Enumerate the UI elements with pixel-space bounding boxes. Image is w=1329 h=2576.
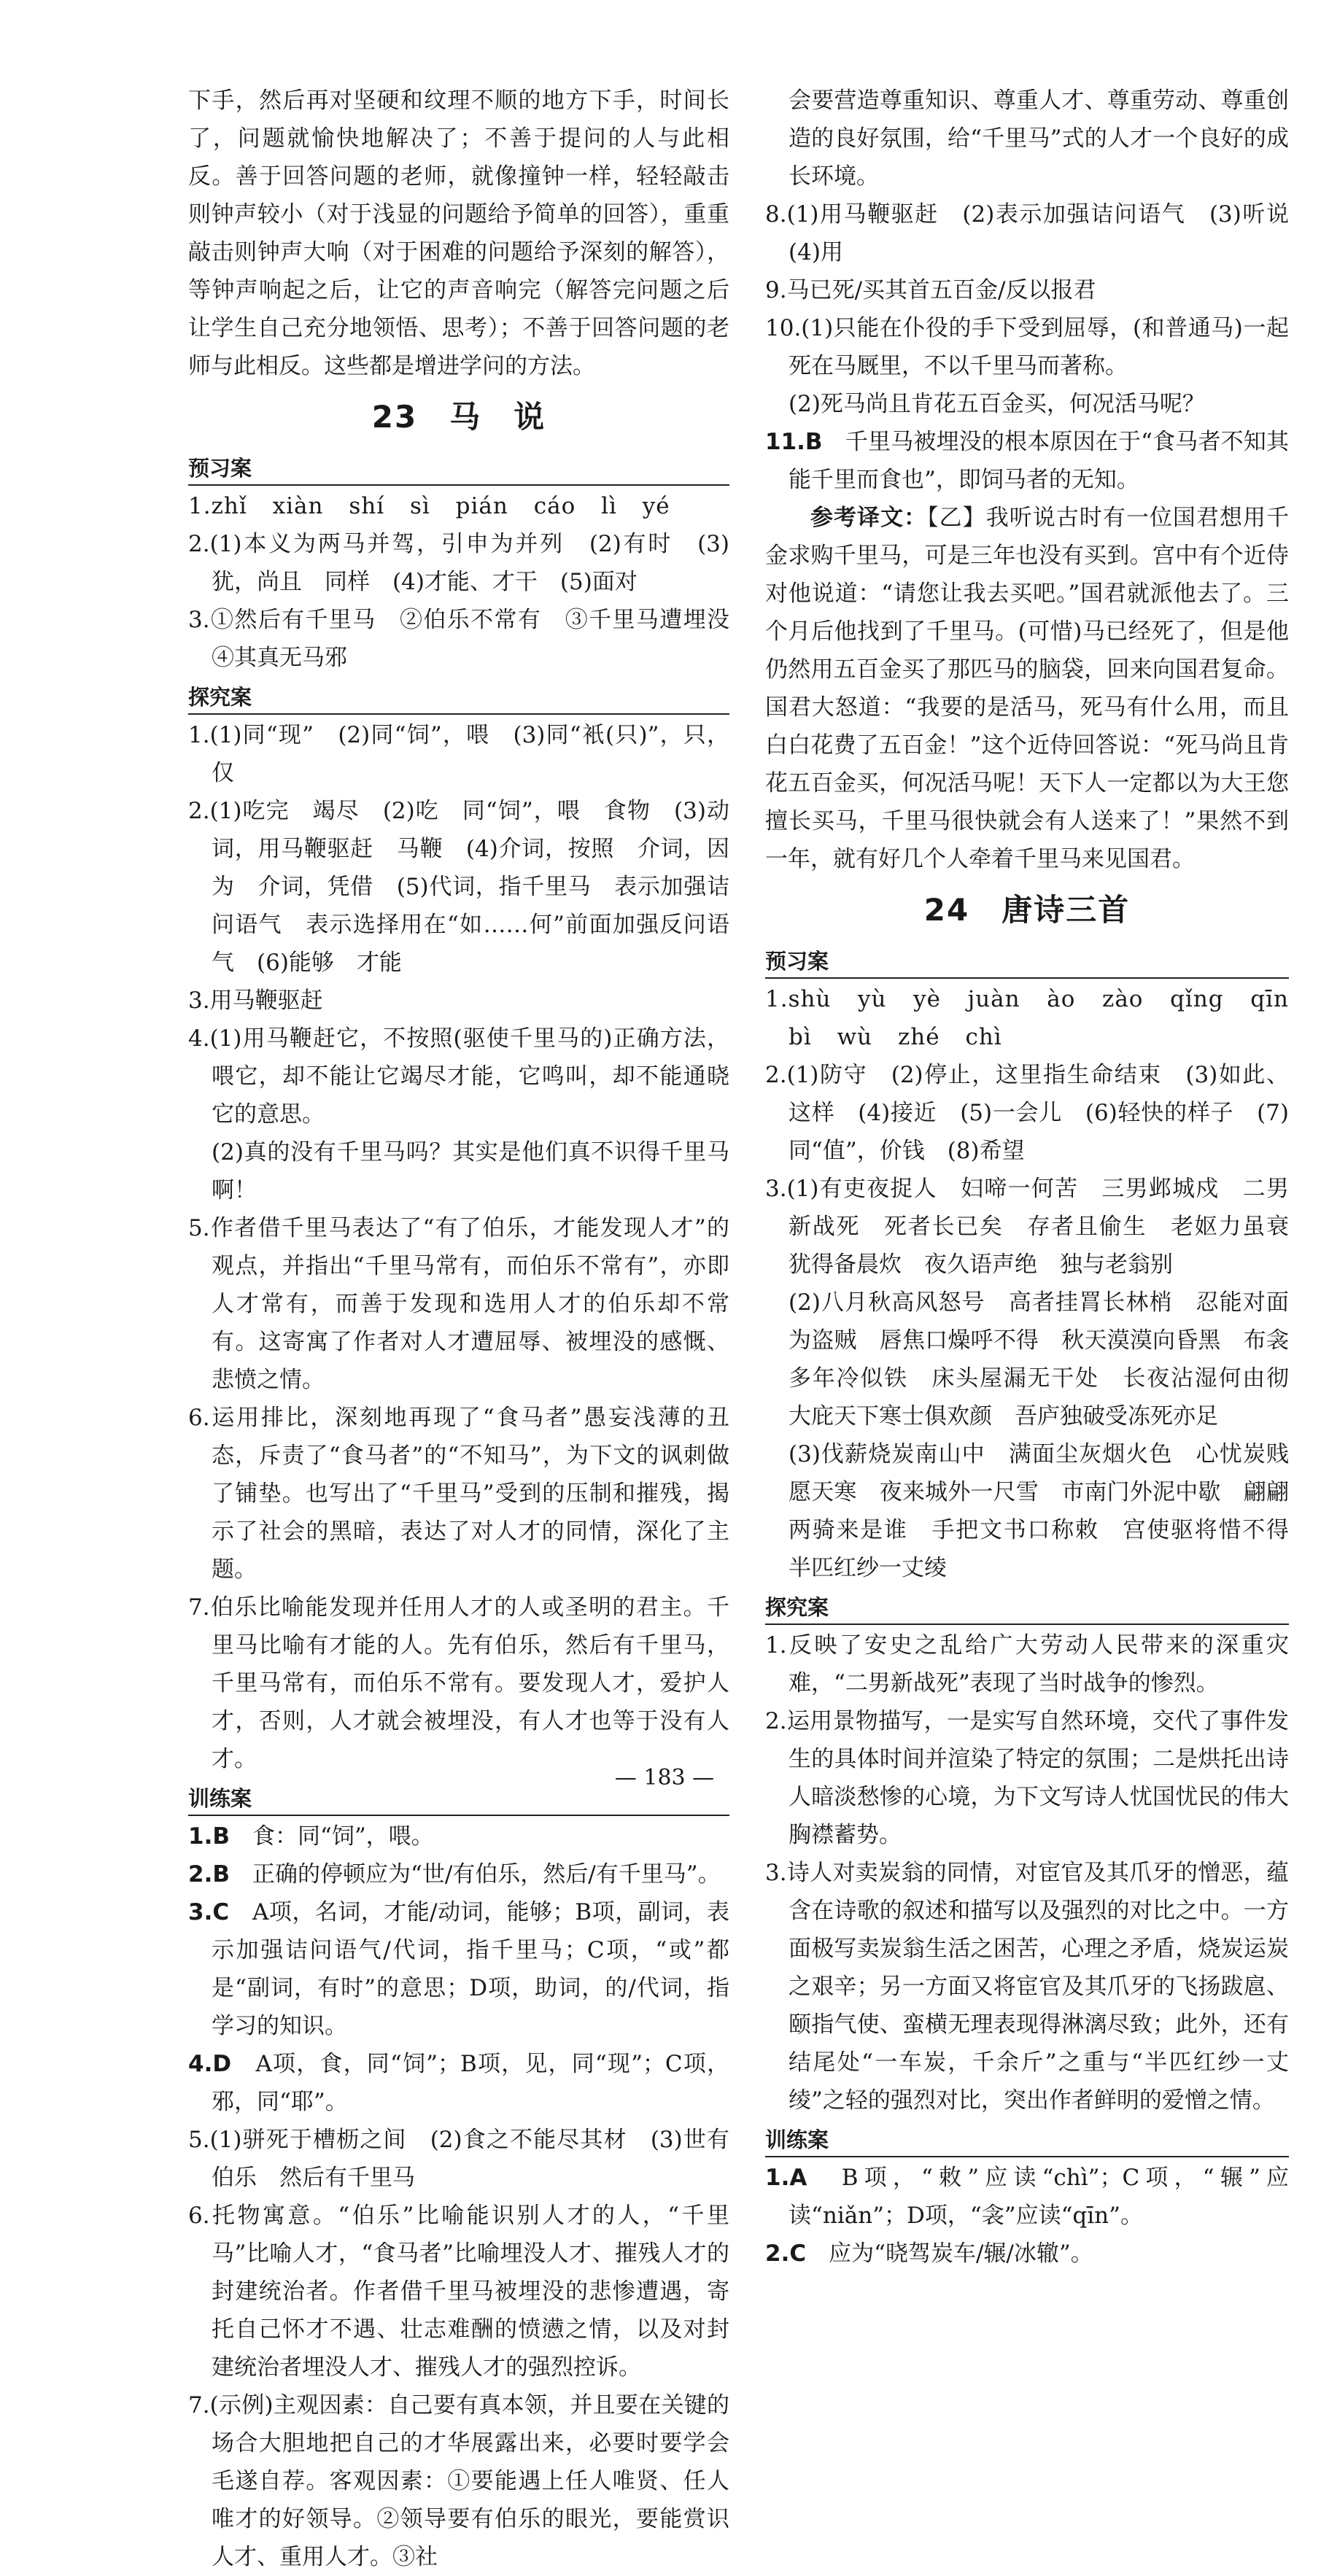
answer-item (188, 2197, 729, 2386)
answer-item: 6.运用排比，深刻地再现了“食马者”愚妄浅薄的丑态，斥责了“食马者”的“不知马”，为下文的讽刺做了铺垫。也写出了“千里马”受到的压制和摧残，揭示了社会的黑暗，表达了对人才的同情，深化了主题。 (188, 1405, 729, 1583)
answer-item (765, 2235, 1289, 2273)
answer-item: 2.(1)本义为两马并驾，引申为并列 (2)有时 (3)犹，尚且 同样 (4)才能、才干 (5)面对 (188, 531, 729, 595)
answer-key: 3.C (188, 1899, 230, 1925)
answer-item: 2.(1)防守 (2)停止，这里指生命结束 (3)如此、这样 (4)接近 (5)一会儿 (6)轻快的样子 (7)同“值”，价钱 (8)希望 (765, 1062, 1289, 1164)
answer-item: 2.运用景物描写，一是实写自然环境，交代了事件发生的具体时间并渲染了特定的氛围；二是烘托出诗人暗淡愁惨的心境，为下文写诗人忧国忧民的伟大胸襟蓄势。 (765, 1708, 1289, 1848)
answer-item (188, 2045, 729, 2121)
section-label-tanjiu: 探究案 (188, 681, 729, 715)
answer-key: 11.B (765, 429, 823, 455)
answer-key: 4.D (188, 2051, 232, 2077)
answer-item (765, 2159, 1289, 2235)
left-column (188, 82, 752, 2576)
section-label-yuxi: 预习案 (188, 452, 729, 486)
section-label-tanjiu: 探究案 (765, 1591, 1289, 1625)
intro-paragraph: 下手，然后再对坚硬和纹理不顺的地方下手，时间长了，问题就愉快地解决了；不善于提问的人与此相反。善于回答问题的老师，就像撞钟一样，轻轻敲击则钟声较小（对于浅显的问题给予简单的回答），重重敲击则钟声大响（对于困难的问题给予深刻的解答），等钟声响起之后，让它的声音响完（解答完问题之后让学生自己充分地领悟、思考）；不善于回答问题的老师与此相反。这些都是增进学问的方法。 (188, 88, 729, 379)
reference-translation (765, 499, 1289, 878)
section-label-yuxi: 预习案 (765, 945, 1289, 979)
answer-item: 3.用马鞭驱赶 (188, 988, 323, 1014)
answer-item: 1.(1)同“现” (2)同“饲”，喂 (3)同“衹(只)”，只，仅 (188, 722, 729, 786)
answer-item: 1.反映了安史之乱给广大劳动人民带来的深重灾难，“二男新战死”表现了当时战争的惨烈。 (765, 1632, 1289, 1696)
answer-explanation: 食：同“饲”，喂。 (252, 1823, 434, 1850)
reference-label: 参考译文： (810, 505, 928, 531)
answer-key: 7. (188, 2392, 210, 2418)
answer-item: 3.诗人对卖炭翁的同情，对宦官及其爪牙的憎恶，蕴含在诗歌的叙述和描写以及强烈的对比之中。一方面极写卖炭翁生活之困苦，心理之矛盾，烧炭运炭之艰辛；另一方面又将宦官及其爪牙的飞扬跋扈、颐指气使、蛮横无理表现得淋漓尽致；此外，还有结尾处“一车炭，千余斤”之重与“半匹红纱一丈绫”之轻的强烈对比，突出作者鲜明的爱憎之情。 (765, 1860, 1289, 2114)
answer-item: (2)死马尚且肯花五百金买，何况活马呢？ (789, 391, 1205, 417)
continued-answer: 会要营造尊重知识、尊重人才、尊重劳动、尊重创造的良好氛围，给“千里马”式的人才一个良好的成长环境。 (789, 88, 1289, 190)
page-number: — 183 — (614, 1765, 715, 1791)
section-label-xunlian: 训练案 (188, 1782, 729, 1816)
answer-explanation: B项，“敕”应读“chì”；C项，“辗”应读“niǎn”；D项，“衾”应读“qīn”。 (789, 2165, 1289, 2229)
answer-key: 5. (188, 2127, 210, 2153)
answer-item: (2)真的没有千里马吗？其实是他们真不识得千里马啊！ (212, 1139, 729, 1203)
section-label-xunlian: 训练案 (765, 2124, 1289, 2157)
reference-text: 【乙】我听说古时有一位国君想用千金求购千里马，可是三年也没有买到。宫中有个近侍对他说道：“请您让我去买吧。”国君就派他去了。三个月后他找到了千里马。(可惜)马已经死了，但是他仍然用五百金买了那匹马的脑袋，回来向国君复命。国君大怒道：“我要的是活马，死马有什么用，而且白白花费了五百金！”这个近侍回答说：“死马尚且肯花五百金买，何况活马呢！天下人一定都以为大王您擅长买马，千里马很快就会有人送来了！”果然不到一年，就有好几个人牵着千里马来见国君。 (765, 505, 1289, 872)
answer-item (188, 2121, 729, 2197)
answer-item: (3)伐薪烧炭南山中 满面尘灰烟火色 心忧炭贱愿天寒 夜来城外一尺雪 市南门外泥中歇 翩翩两骑来是谁 手把文书口称敕 宫使驱将惜不得 半匹红纱一丈绫 (789, 1441, 1311, 1581)
answer-explanation: 千里马被埋没的根本原因在于“食马者不知其能千里而食也”，即饲马者的无知。 (789, 429, 1289, 493)
answer-item: 7.伯乐比喻能发现并任用人才的人或圣明的君主。千里马比喻有才能的人。先有伯乐，然后有千里马，千里马常有，而伯乐不常有。要发现人才，爱护人才，否则，人才就会被埋没，有人才也等于没有人才。 (188, 1594, 729, 1772)
answer-key: 1.B (188, 1823, 230, 1850)
answer-item (188, 1817, 729, 1855)
answer-item: 8.(1)用马鞭驱赶 (2)表示加强诘问语气 (3)听说 (4)用 (765, 201, 1311, 265)
answer-key: 6. (188, 2203, 210, 2229)
answer-explanation: A项，名词，才能/动词，能够；B项，副词，表示加强诘问语气/代词，指千里马；C项，“或”都是“副词，有时”的意思；D项，助词，的/代词，指学习的知识。 (212, 1899, 729, 2039)
answer-item: 1.shù yù yè juàn ào zào qǐng qīn bì wù zhé chì (765, 986, 1289, 1050)
answer-key: 2.B (188, 1861, 230, 1888)
answer-item: 2.(1)吃完 竭尽 (2)吃 同“饲”，喂 食物 (3)动词，用马鞭驱赶 马鞭 (4)介词，按照 介词，因为 介词，凭借 (5)代词，指千里马 表示加强诘问语气 表示选择用在“如……何”前面加强反问语气 (6)能够 才能 (188, 798, 729, 976)
answer-item (188, 2386, 729, 2576)
answer-explanation: (示例)主观因素：自己要有真本领，并且要在关键的场合大胆地把自己的才华展露出来，必要时要学会毛遂自荐。客观因素：①要能遇上任人唯贤、任人唯才的好领导。②领导要有伯乐的眼光，要能赏识人才、重用人才。③社 (209, 2392, 729, 2570)
answer-explanation: A项，食，同“饲”；B项，见，同“现”；C项，邪，同“耶”。 (212, 2051, 730, 2115)
answer-item: 10.(1)只能在仆役的手下受到屈辱，(和普通马)一起死在马厩里，不以千里马而著称。 (765, 315, 1289, 379)
answer-explanation: 正确的停顿应为“世/有伯乐，然后/有千里马”。 (252, 1861, 721, 1888)
answer-item: 3.①然后有千里马 ②伯乐不常有 ③千里马遭埋没 ④其真无马邪 (188, 607, 752, 671)
answer-item: 5.作者借千里马表达了“有了伯乐，才能发现人才”的观点，并指出“千里马常有，而伯乐不常有”，亦即人才常有，而善于发现和选用人才的伯乐却不常有。这寄寓了作者对人才遭屈辱、被埋没的感慨、悲愤之情。 (188, 1215, 729, 1393)
answer-item: (2)八月秋高风怒号 高者挂罥长林梢 忍能对面为盗贼 唇焦口燥呼不得 秋天漠漠向昏黑 布衾多年冷似铁 床头屋漏无干处 长夜沾湿何由彻 大庇天下寒士俱欢颜 吾庐独破受冻死亦足 (789, 1289, 1311, 1429)
answer-item: 9.马已死/买其首五百金/反以报君 (765, 277, 1096, 303)
chapter-title-24: 24 唐诗三首 (923, 892, 1131, 928)
answer-item (188, 1855, 729, 1893)
answer-item: 3.(1)有吏夜捉人 妇啼一何苦 三男邺城戍 二男新战死 死者长已矣 存者且偷生 老妪力虽衰 犹得备晨炊 夜久语声绝 独与老翁别 (765, 1176, 1311, 1278)
right-column (765, 82, 1311, 2273)
answer-item (188, 1893, 729, 2045)
answer-explanation: (1)骈死于槽枥之间 (2)食之不能尽其材 (3)世有伯乐 然后有千里马 (209, 2127, 729, 2191)
answer-explanation: 托物寓意。“伯乐”比喻能识别人才的人，“千里马”比喻人才，“食马者”比喻埋没人才、摧残人才的封建统治者。作者借千里马被埋没的悲惨遭遇，寄托自己怀才不遇、壮志难酬的愤懑之情，以及对封建统治者埋没人才、摧残人才的强烈控诉。 (209, 2203, 729, 2381)
answer-explanation: 应为“晓驾炭车/辗/冰辙”。 (829, 2241, 1093, 2267)
answer-item: 4.(1)用马鞭赶它，不按照(驱使千里马的)正确方法，喂它，却不能让它竭尽才能，它鸣叫，却不能通晓它的意思。 (188, 1025, 729, 1128)
answer-item (765, 423, 1289, 499)
answer-item: 1.zhǐ xiàn shí sì pián cáo lì yé (188, 493, 670, 519)
answer-key: 1.A (765, 2165, 807, 2191)
answer-key: 2.C (765, 2241, 807, 2267)
chapter-title-23: 23 马 说 (371, 399, 546, 435)
